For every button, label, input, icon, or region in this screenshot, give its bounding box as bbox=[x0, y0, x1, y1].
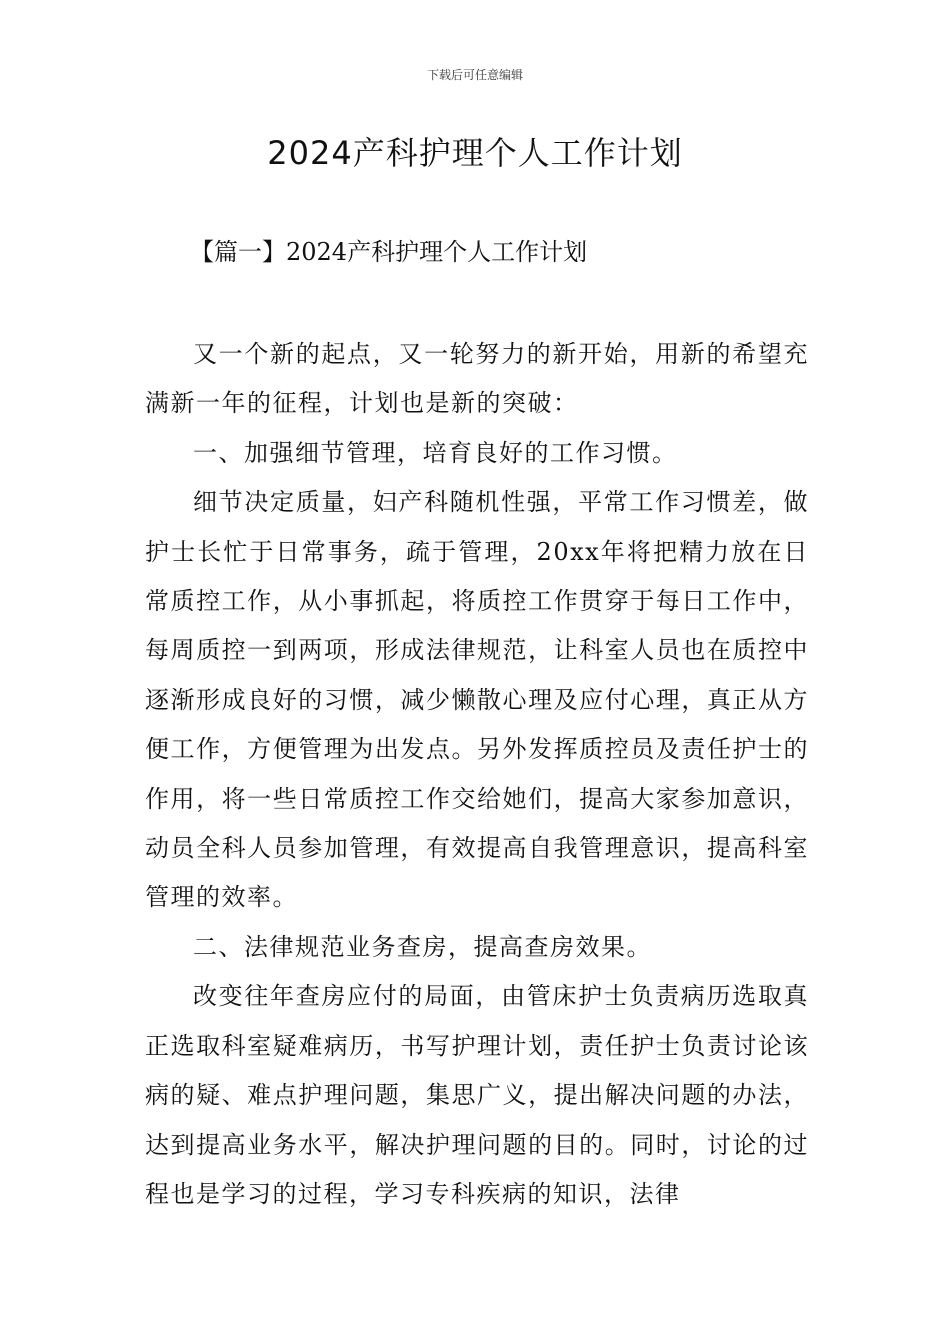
paragraph-ward-rounds: 改变往年查房应付的局面，由管床护士负责病历选取真正选取科室疑难病历，书写护理计划，责任护士负责讨论该病的疑、难点护理问题，集思广义，提出解决问题的办法，达到提高业务水平，解决护理问题的目的。同时，讨论的过程也是学习的过程，学习专科疾病的知识，法律 bbox=[145, 982, 809, 1208]
paragraph-detail-management: 细节决定质量，妇产科随机性强，平常工作习惯差，做护士长忙于日常事务，疏于管理，20xx年将把精力放在日常质控工作，从小事抓起，将质控工作贯穿于每日工作中，每周质控一到两项，形成法律规范，让科室人员也在质控中逐渐形成良好的习惯，减少懒散心理及应付心理，真正从方便工作，方便管理为出发点。另外发挥质控员及责任护士的作用，将一些日常质控工作交给她们，提高大家参加意识，动员全科人员参加管理，有效提高自我管理意识，提高科室管理的效率。 bbox=[145, 488, 809, 912]
paragraph-heading-2: 二、法律规范业务查房，提高查房效果。 bbox=[193, 932, 652, 961]
paragraph-intro: 又一个新的起点，又一轮努力的新开始，用新的希望充满新一年的征程，计划也是新的突破： bbox=[145, 340, 809, 418]
page-header-note: 下载后可任意编辑 bbox=[426, 68, 523, 82]
document-title: 2024产科护理个人工作计划 bbox=[267, 134, 683, 172]
paragraph-heading-1: 一、加强细节管理，培育良好的工作习惯。 bbox=[193, 438, 678, 467]
section-heading: 【篇一】2024产科护理个人工作计划 bbox=[190, 238, 588, 266]
document-body bbox=[145, 330, 809, 1219]
